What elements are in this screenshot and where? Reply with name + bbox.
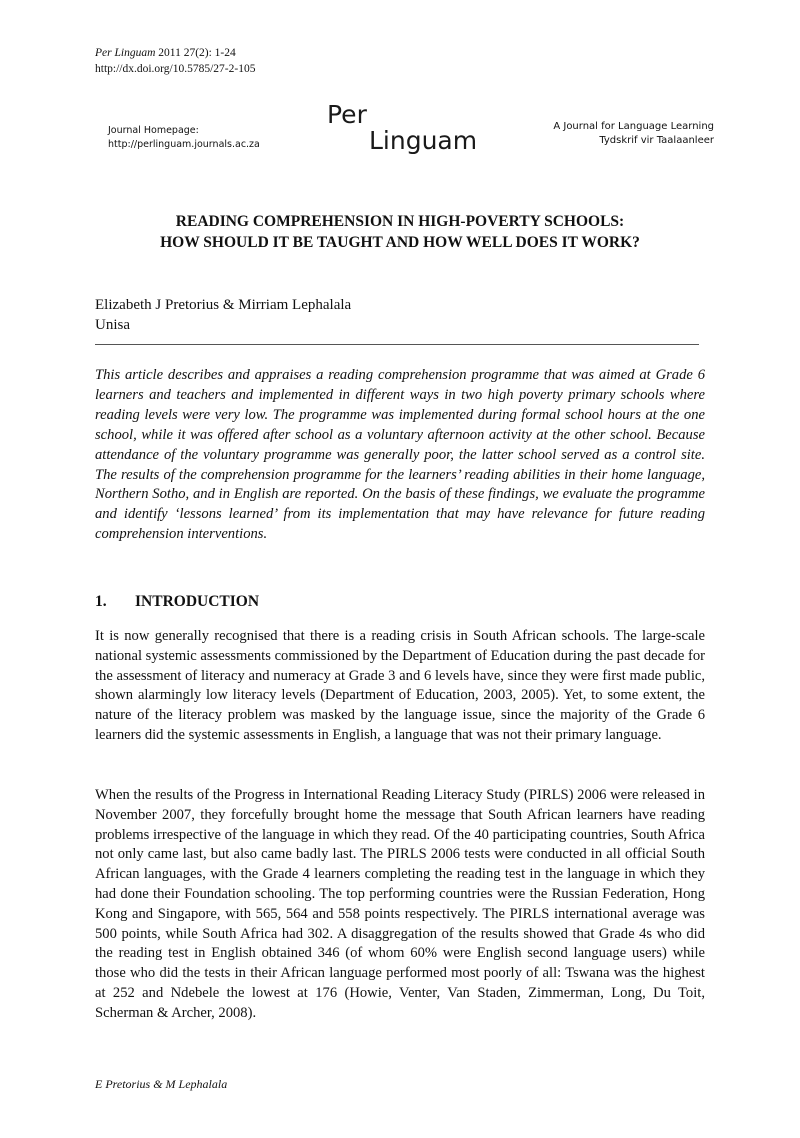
- article-title: [95, 211, 705, 253]
- authors: Elizabeth J Pretorius & Mirriam Lephalala: [95, 297, 352, 313]
- journal-homepage: [108, 124, 260, 152]
- title-line-1: READING COMPREHENSION IN HIGH-POVERTY SCHOOLS:: [175, 213, 625, 230]
- doi-link[interactable]: http://dx.doi.org/10.5785/27-2-105: [95, 63, 256, 75]
- homepage-url[interactable]: http://perlinguam.journals.ac.za: [108, 139, 260, 150]
- homepage-label: Journal Homepage:: [108, 125, 199, 136]
- section-heading: [95, 592, 259, 612]
- title-line-2: HOW SHOULD IT BE TAUGHT AND HOW WELL DOES IT WORK?: [160, 234, 640, 251]
- divider: [95, 344, 699, 345]
- abstract: This article describes and appraises a reading comprehension programme that was aimed at Grade 6 learners and teachers and implemented in different ways in two high poverty primary schools where reading levels were very low. The programme was implemented during formal school hours at the one school, while it was offered after school as a voluntary afternoon activity at the other school. Because attendance of the voluntary programme was generally poor, the latter school served as a control site. The results of the comprehension programme for the learners’ reading abilities in their home language, Northern Sotho, and in English are reported. On the basis of these findings, we evaluate the programme and identify ‘lessons learned’ from its implementation that may have relevance for future reading comprehension interventions.: [95, 367, 705, 543]
- affiliation: Unisa: [95, 317, 130, 333]
- author-block: [95, 295, 351, 335]
- journal-name: Per Linguam: [95, 47, 156, 59]
- journal-tagline: [553, 120, 714, 148]
- body-paragraph-1: It is now generally recognised that there is a reading crisis in South African schools. The large-scale national systemic assessments commissioned by the Department of Education during the past decade for the assessment of literacy and numeracy at Grade 3 and 6 levels have, since they were first made public, shown alarmingly low literacy levels (Department of Education, 2003, 2005). Yet, to some extent, the nature of the literacy problem was masked by the language issue, since the majority of the Grade 6 learners did the systemic assessments in English, a language that was not their primary language.: [95, 628, 705, 743]
- tagline-afrikaans: Tydskrif vir Taalaanleer: [599, 135, 714, 146]
- logo-word-per: Per: [327, 100, 367, 129]
- body-paragraph-2: When the results of the Progress in International Reading Literacy Study (PIRLS) 2006 were released in November 2007, they forcefully brought home the message that South African learners have reading problems irrespective of the language in which they read. Of the 40 participating countries, South Africa not only came last, but also came badly last. The PIRLS 2006 tests were conducted in all official South African languages, with the Grade 4 learners completing the reading test in the language in which they had done their Foundation schooling. The top performing countries were the Russian Federation, Hong Kong and Singapore, with 565, 564 and 558 points respectively. The PIRLS international average was 500 points, while South Africa had 302. A disaggregation of the results showed that Grade 4s who did the reading test in English obtained 346 (of whom 60% were English second language users) while those who did the tests in their African language performed most poorly of all: Tswana was the highest at 252 and Ndebele the lowest at 176 (Howie, Venter, Van Staden, Zimmerman, Long, Du Toit, Scherman & Archer, 2008).: [95, 787, 705, 1021]
- journal-logo: [327, 102, 477, 154]
- running-footer: E Pretorius & M Lephalala: [95, 1077, 228, 1091]
- citation-block: [95, 45, 255, 77]
- section-title: INTRODUCTION: [135, 593, 260, 610]
- tagline-english: A Journal for Language Learning: [553, 121, 714, 132]
- volume-info: 2011 27(2): 1-24: [158, 47, 236, 59]
- logo-word-linguam: Linguam: [369, 126, 478, 155]
- section-number: 1.: [95, 593, 107, 610]
